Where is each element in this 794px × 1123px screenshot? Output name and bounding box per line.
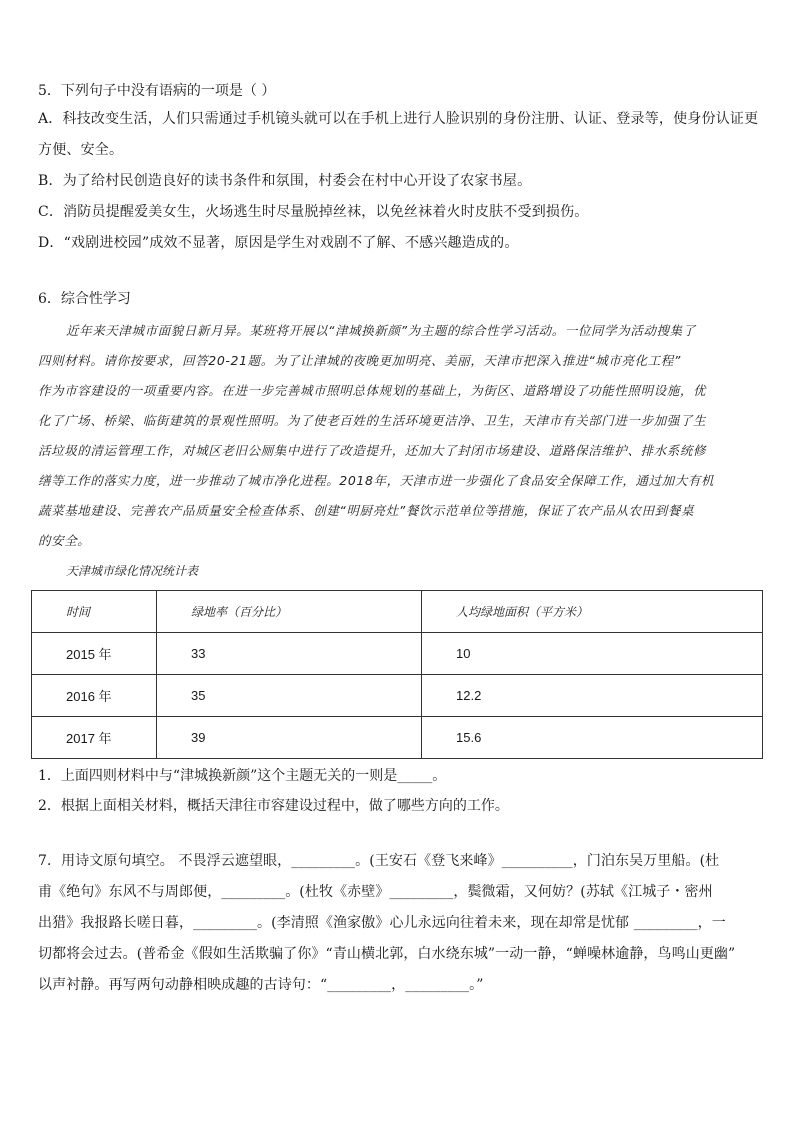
cell-green-area: 15.6 xyxy=(422,717,763,759)
sub-question-1: 1．上面四则材料中与“津城换新颜”这个主题无关的一则是_____。 xyxy=(38,768,447,784)
cell-green-rate: 33 xyxy=(157,633,422,675)
question-5-title: 5．下列句子中没有语病的一项是（ ） xyxy=(38,83,276,99)
header-green-rate: 绿地率（百分比） xyxy=(157,591,422,633)
question-5 xyxy=(38,78,759,259)
passage-line: 蔬菜基地建设、完善农产品质量安全检查体系、创建“明厨亮灶”餐饮示范单位等措施，保证了农产品从农田到餐桌 xyxy=(38,503,695,518)
reading-passage xyxy=(38,316,756,556)
passage-line: 四则材料。请你按要求，回答20-21题。为了让津城的夜晚更加明亮、美丽，天津市把深入推进“城市亮化工程” xyxy=(38,353,681,368)
option-d: D．“戏剧进校园”成效不显著，原因是学生对戏剧不了解、不感兴趣造成的。 xyxy=(38,235,519,251)
passage-line: 的安全。 xyxy=(38,533,91,548)
cell-year: 2015 年 xyxy=(32,633,157,675)
cell-year: 2017 年 xyxy=(32,717,157,759)
table-header-row xyxy=(32,591,763,633)
question-7-line: 以声衬静。再写两句动静相映成趣的古诗句：“_________，_________。” xyxy=(38,977,484,993)
table-row xyxy=(32,633,763,675)
header-green-area: 人均绿地面积（平方米） xyxy=(422,591,763,633)
greening-stats-table xyxy=(31,590,763,759)
option-a-line-1: A．科技改变生活，人们只需通过手机镜头就可以在手机上进行人脸识别的身份注册、认证、登录等，使身份认证更 xyxy=(38,111,759,127)
option-b: B．为了给村民创造良好的读书条件和氛围，村委会在村中心开设了农家书屋。 xyxy=(38,173,532,189)
question-7-line: 出猎》我报路长嗟日暮，_________。(李清照《渔家傲》心儿永远向往着未来，现在却常是忧郁 _________，一 xyxy=(38,915,726,931)
cell-green-rate: 39 xyxy=(157,717,422,759)
cell-green-area: 10 xyxy=(422,633,763,675)
passage-line: 作为市容建设的一项重要内容。在进一步完善城市照明总体规划的基础上，为街区、道路增设了功能性照明设施，优 xyxy=(38,383,707,398)
cell-green-rate: 35 xyxy=(157,675,422,717)
question-7 xyxy=(38,846,760,1001)
passage-line: 近年来天津城市面貌日新月异。某班将开展以“津城换新颜”为主题的综合性学习活动。一位同学为活动搜集了 xyxy=(66,323,696,338)
passage-line: 缮等工作的落实力度，进一步推动了城市净化进程。2018年，天津市进一步强化了食品安全保障工作，通过加大有机 xyxy=(38,473,715,488)
table-row xyxy=(32,675,763,717)
question-7-line: 7．用诗文原句填空。 不畏浮云遮望眼，_________。(王安石《登飞来峰》__________，门泊东吴万里船。(杜 xyxy=(38,853,720,869)
question-6-heading: 6．综合性学习 xyxy=(38,291,131,307)
cell-year: 2016 年 xyxy=(32,675,157,717)
passage-line: 活垃圾的清运管理工作，对城区老旧公厕集中进行了改造提升，还加大了封闭市场建设、道路保洁维护、排水系统修 xyxy=(38,443,707,458)
sub-question-2: 2．根据上面相关材料，概括天津往市容建设过程中，做了哪些方向的工作。 xyxy=(38,798,509,814)
question-7-line: 切都将会过去。(普希金《假如生活欺骗了你》“青山横北郭，白水绕东城”一动一静，“蝉噪林逾静，鸟鸣山更幽” xyxy=(38,946,736,962)
question-6 xyxy=(38,286,756,821)
option-a-line-2: 方便、安全。 xyxy=(38,142,124,158)
passage-line: 化了广场、桥梁、临街建筑的景观性照明。为了使老百姓的生活环境更洁净、卫生，天津市有关部门进一步加强了生 xyxy=(38,413,707,428)
question-7-line: 甫《绝句》东风不与周郎便，_________。(杜牧《赤壁》_________，鬓微霜，又何妨？(苏轼《江城子・密州 xyxy=(38,884,713,900)
option-c: C．消防员提醒爱美女生，火场逃生时尽量脱掉丝袜，以免丝袜着火时皮肤不受到损伤。 xyxy=(38,204,589,220)
table-caption: 天津城市绿化情况统计表 xyxy=(66,564,199,578)
table-row xyxy=(32,717,763,759)
cell-green-area: 12.2 xyxy=(422,675,763,717)
header-year: 时间 xyxy=(32,591,157,633)
